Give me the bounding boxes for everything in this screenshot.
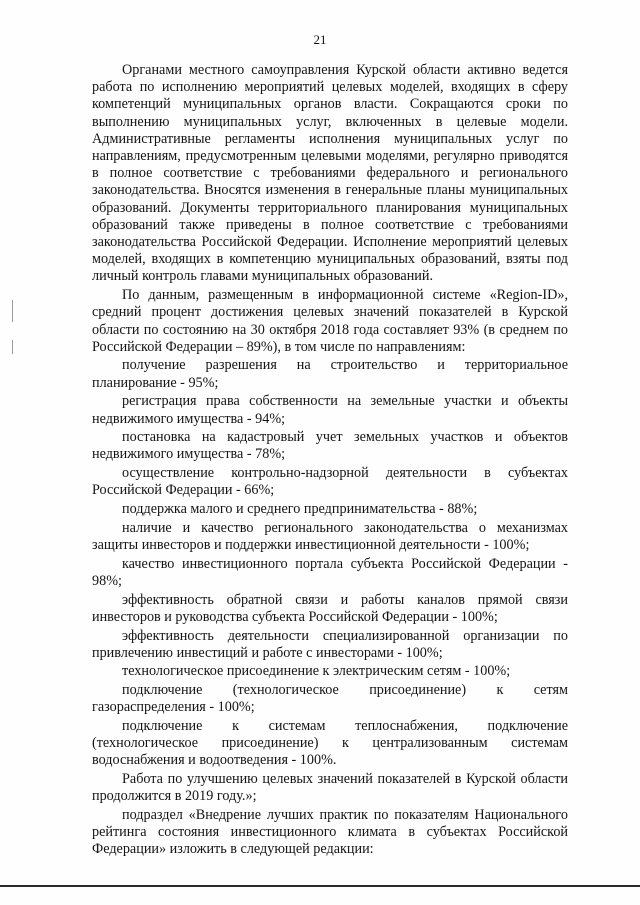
list-item: эффективность деятельности специализированной организации по привлечению инвестиций и работе с инвесторами - 100%; xyxy=(92,627,568,661)
margin-mark xyxy=(12,340,13,354)
list-item: эффективность обратной связи и работы каналов прямой связи инвесторов и руководства субъекта Российской Федерации - 100%; xyxy=(92,591,568,625)
list-item: подключение к системам теплоснабжения, подключение (технологическое присоединение) к централизованным системам водоснабжения и водоотведения - 100%. xyxy=(92,718,568,769)
list-item: получение разрешения на строительство и территориальное планирование - 95%; xyxy=(92,357,568,391)
bottom-rule xyxy=(0,885,640,887)
paragraph: Органами местного самоуправления Курской области активно ведется работа по исполнению мероприятий целевых моделей, входящих в сферу компетенций муниципальных органов власти. Сокращаются сроки по выполнению муниципальных услуг, включенных в целевые модели. Административные регламенты исполнения муниципальных услуг по направлениям, предусмотренным целевыми моделями, регулярно приводятся в полное соответствие с требованиями федерального и регионального законодательства. Вносятся изменения в генеральные планы муниципальных образований. Документы территориального планирования муниципальных образований также приведены в полное соответствие с требованиями законодательства Российской Федерации. Исполнение мероприятий целевых моделей, входящих в компетенцию муниципальных образований, взяты под личный контроль главами муниципальных образований. xyxy=(92,62,568,285)
paragraph: подраздел «Внедрение лучших практик по показателям Национального рейтинга состояния инвестиционного климата в субъектах Российской Федерации» изложить в следующей редакции: xyxy=(92,807,568,858)
list-item: поддержка малого и среднего предпринимательства - 88%; xyxy=(122,501,478,518)
paragraph: По данным, размещенным в информационной системе «Region-ID», средний процент достижения целевых значений показателей в Курской области по состоянию на 30 октября 2018 года составляет 93% (в среднем по Российской Федерации – 89%), в том числе по направлениям: xyxy=(92,287,568,355)
page-number: 21 xyxy=(313,32,327,47)
paragraph: Работа по улучшению целевых значений показателей в Курской области продолжится в 2019 году.»; xyxy=(92,771,568,805)
list-item: регистрация права собственности на земельные участки и объекты недвижимого имущества - 94%; xyxy=(92,393,568,427)
list-item: подключение (технологическое присоединение) к сетям газораспределения - 100%; xyxy=(92,682,568,716)
list-item: качество инвестиционного портала субъекта Российской Федерации - 98%; xyxy=(92,555,568,589)
list-item: наличие и качество регионального законодательства о механизмах защиты инвесторов и поддержки инвестиционной деятельности - 100%; xyxy=(92,519,568,553)
document-body xyxy=(92,62,568,860)
list-item: постановка на кадастровый учет земельных участков и объектов недвижимого имущества - 78%; xyxy=(92,429,568,463)
list-item: осуществление контрольно-надзорной деятельности в субъектах Российской Федерации - 66%; xyxy=(92,465,568,499)
margin-mark xyxy=(12,300,13,322)
list-item: технологическое присоединение к электрическим сетям - 100%; xyxy=(122,663,511,680)
